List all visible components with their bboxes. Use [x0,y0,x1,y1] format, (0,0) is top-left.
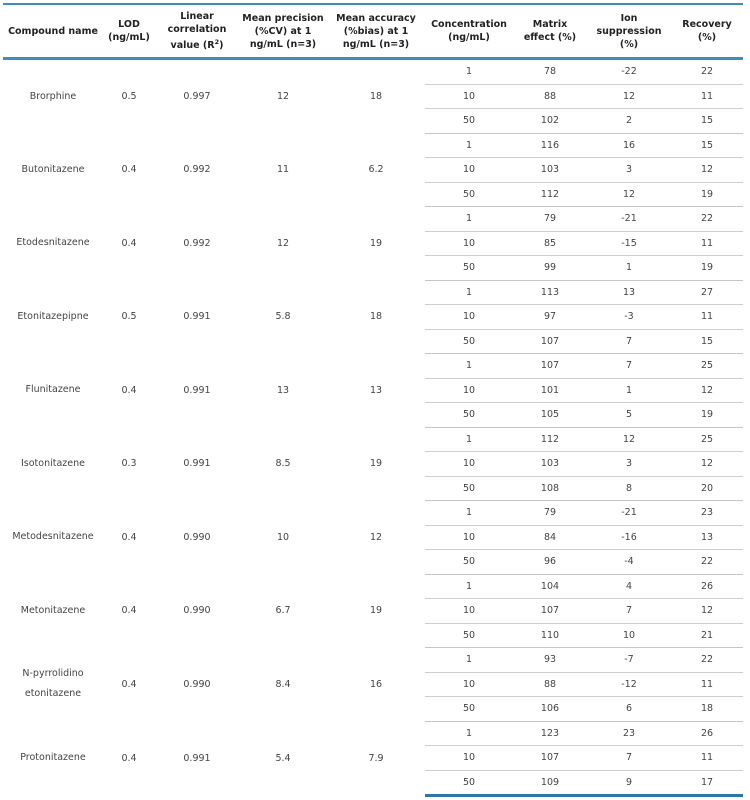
concentration-cell: 10 [425,305,513,330]
accuracy-cell: 16 [369,678,383,690]
concentration-cell: 10 [425,672,513,697]
r2-cell: 0.990 [183,531,211,543]
matrix-effect-cell: 93 [513,648,587,673]
concentration-cell: 50 [425,182,513,207]
lod-cell: 0.4 [121,678,137,690]
lod-cell: 0.4 [121,531,137,543]
r2-cell: 0.990 [183,605,211,617]
matrix-effect-cell: 101 [513,378,587,403]
compound-name-cell: Protonitazene [20,752,86,764]
concentration-cell: 50 [425,329,513,354]
accuracy-cell: 18 [369,91,383,102]
matrix-effect-cell: 116 [513,133,587,158]
header-precision-line2: (%CV) at 1 [254,25,312,37]
accuracy-cell: 13 [369,384,383,396]
validation-results-table [3,3,743,797]
recovery-cell: 13 [671,525,743,550]
matrix-effect-cell: 107 [513,746,587,771]
recovery-cell: 26 [671,574,743,599]
concentration-cell: 10 [425,158,513,183]
table-row [3,354,743,379]
header-precision-line3: ng/mL (n=3) [249,38,317,50]
recovery-cell: 20 [671,476,743,501]
matrix-effect-cell: 96 [513,550,587,575]
precision-cell: 13 [276,384,290,396]
ion-suppression-cell: 16 [587,133,671,158]
compound-name-cell: Brorphine [29,90,77,102]
header-precision-line1: Mean precision [242,12,324,24]
compound-name-cell: Isotonitazene [20,457,85,469]
table-row [3,133,743,158]
concentration-cell: 1 [425,59,513,85]
header-lod [103,4,155,59]
ion-suppression-cell: -7 [587,648,671,673]
header-matrix-effect [513,4,587,59]
lod-cell: 0.4 [121,605,137,617]
matrix-effect-cell: 99 [513,256,587,281]
header-recovery-line1: Recovery [682,19,732,30]
lod-cell: 0.5 [121,91,137,102]
header-recovery [671,4,743,59]
precision-cell: 8.4 [275,678,291,690]
recovery-cell: 22 [671,207,743,232]
r2-cell: 0.991 [183,384,211,396]
concentration-cell: 10 [425,378,513,403]
header-row [3,4,743,59]
recovery-cell: 23 [671,501,743,526]
accuracy-cell: 7.9 [368,752,384,764]
recovery-cell: 11 [671,305,743,330]
accuracy-cell: 18 [369,311,383,323]
r2-cell: 0.992 [183,237,211,249]
concentration-cell: 50 [425,550,513,575]
header-linear-close: ) [219,40,224,52]
matrix-effect-cell: 112 [513,427,587,452]
concentration-cell: 50 [425,623,513,648]
ion-suppression-cell: 8 [587,476,671,501]
accuracy-cell: 12 [369,531,383,543]
table-row [3,648,743,673]
ion-suppression-cell: -3 [587,305,671,330]
concentration-cell: 10 [425,84,513,109]
matrix-effect-cell: 102 [513,109,587,134]
r2-cell: 0.997 [183,91,211,102]
ion-suppression-cell: 6 [587,697,671,722]
matrix-effect-cell: 110 [513,623,587,648]
lod-cell: 0.4 [121,384,137,396]
lod-cell: 0.3 [121,458,137,470]
lod-cell: 0.5 [121,311,137,323]
recovery-cell: 17 [671,770,743,796]
concentration-cell: 1 [425,354,513,379]
lod-cell: 0.4 [121,164,137,176]
matrix-effect-cell: 113 [513,280,587,305]
header-lod-line1: LOD [118,19,140,30]
concentration-cell: 50 [425,403,513,428]
ion-suppression-cell: 7 [587,599,671,624]
table-row [3,427,743,452]
matrix-effect-cell: 78 [513,59,587,85]
r2-cell: 0.991 [183,458,211,470]
ion-suppression-cell: 9 [587,770,671,796]
matrix-effect-cell: 103 [513,452,587,477]
concentration-cell: 50 [425,770,513,796]
matrix-effect-cell: 109 [513,770,587,796]
header-linear-line1: Linear [180,10,214,22]
recovery-cell: 12 [671,378,743,403]
table-header [3,4,743,59]
matrix-effect-cell: 103 [513,158,587,183]
concentration-cell: 1 [425,207,513,232]
concentration-cell: 10 [425,746,513,771]
ion-suppression-cell: -21 [587,207,671,232]
table-row [3,574,743,599]
r2-cell: 0.991 [183,752,211,764]
header-accuracy-line3: ng/mL (n=3) [342,38,410,50]
header-recovery-line2: (%) [697,32,717,43]
compound-name-cell [3,648,103,722]
recovery-cell: 27 [671,280,743,305]
ion-suppression-cell: 5 [587,403,671,428]
ion-suppression-cell: 1 [587,256,671,281]
header-accuracy-line2: (%bias) at 1 [343,25,409,37]
recovery-cell: 15 [671,329,743,354]
recovery-cell: 19 [671,182,743,207]
matrix-effect-cell: 123 [513,721,587,746]
header-compound-name [3,4,103,59]
matrix-effect-cell: 85 [513,231,587,256]
ion-suppression-cell: 7 [587,746,671,771]
matrix-effect-cell: 105 [513,403,587,428]
recovery-cell: 11 [671,231,743,256]
lod-cell: 0.4 [121,237,137,249]
precision-cell: 5.4 [275,752,291,764]
recovery-cell: 19 [671,403,743,428]
concentration-cell: 1 [425,133,513,158]
precision-cell: 11 [276,164,290,176]
table-row [3,501,743,526]
ion-suppression-cell: 13 [587,280,671,305]
recovery-cell: 12 [671,599,743,624]
recovery-cell: 22 [671,648,743,673]
precision-cell: 6.7 [275,605,291,617]
ion-suppression-cell: -15 [587,231,671,256]
recovery-cell: 25 [671,354,743,379]
ion-suppression-cell: -21 [587,501,671,526]
matrix-effect-cell: 107 [513,599,587,624]
compound-name-cell: Metonitazene [20,604,86,616]
concentration-cell: 50 [425,476,513,501]
precision-cell: 8.5 [275,458,291,470]
concentration-cell: 10 [425,231,513,256]
matrix-effect-cell: 88 [513,84,587,109]
matrix-effect-cell: 104 [513,574,587,599]
header-concentration-line2: (ng/mL) [448,32,490,43]
recovery-cell: 22 [671,550,743,575]
header-ion-line1: Ion suppression [596,12,662,37]
header-mean-precision [239,4,327,59]
header-concentration [425,4,513,59]
header-concentration-line1: Concentration [431,19,507,30]
recovery-cell: 25 [671,427,743,452]
precision-cell: 12 [276,91,290,102]
matrix-effect-cell: 84 [513,525,587,550]
ion-suppression-cell: -4 [587,550,671,575]
table-body [3,59,743,796]
table-row [3,207,743,232]
ion-suppression-cell: 4 [587,574,671,599]
recovery-cell: 11 [671,672,743,697]
header-linear-correlation [155,4,239,59]
compound-name-line1: N-pyrrolidino [22,668,84,680]
ion-suppression-cell: 1 [587,378,671,403]
concentration-cell: 1 [425,427,513,452]
header-matrix-line1: Matrix [532,19,568,30]
matrix-effect-cell: 79 [513,501,587,526]
compound-name-cell: Flunitazene [25,384,81,396]
r2-cell: 0.990 [183,678,211,690]
matrix-effect-cell: 97 [513,305,587,330]
r2-cell: 0.991 [183,311,211,323]
ion-suppression-cell: 12 [587,427,671,452]
ion-suppression-cell: 3 [587,452,671,477]
ion-suppression-cell: 7 [587,354,671,379]
matrix-effect-cell: 107 [513,329,587,354]
recovery-cell: 11 [671,84,743,109]
accuracy-cell: 19 [369,237,383,249]
recovery-cell: 11 [671,746,743,771]
header-lod-line2: (ng/mL) [108,32,150,43]
table-row [3,280,743,305]
recovery-cell: 19 [671,256,743,281]
ion-suppression-cell: 12 [587,182,671,207]
header-linear-line2: correlation [167,23,227,35]
header-accuracy-line1: Mean accuracy [336,12,416,24]
ion-suppression-cell: -16 [587,525,671,550]
concentration-cell: 1 [425,280,513,305]
ion-suppression-cell: -22 [587,59,671,85]
precision-cell: 12 [276,237,290,249]
concentration-cell: 1 [425,721,513,746]
matrix-effect-cell: 106 [513,697,587,722]
header-ion-line2: (%) [619,38,639,50]
accuracy-cell: 6.2 [368,164,384,176]
concentration-cell: 50 [425,256,513,281]
recovery-cell: 15 [671,109,743,134]
matrix-effect-cell: 79 [513,207,587,232]
concentration-cell: 50 [425,109,513,134]
compound-name-cell: Metodesnitazene [12,531,94,543]
recovery-cell: 21 [671,623,743,648]
table-row [3,59,743,85]
concentration-cell: 50 [425,697,513,722]
precision-cell: 5.8 [275,311,291,323]
header-matrix-line2: effect (%) [523,32,577,43]
recovery-cell: 22 [671,59,743,85]
ion-suppression-cell: 10 [587,623,671,648]
compound-name-cell: Butonitazene [21,163,85,175]
recovery-cell: 26 [671,721,743,746]
concentration-cell: 1 [425,501,513,526]
ion-suppression-cell: -12 [587,672,671,697]
concentration-cell: 10 [425,525,513,550]
header-linear-superscript: 2 [214,37,220,46]
ion-suppression-cell: 3 [587,158,671,183]
accuracy-cell: 19 [369,458,383,470]
recovery-cell: 18 [671,697,743,722]
concentration-cell: 1 [425,574,513,599]
header-ion-suppression [587,4,671,59]
matrix-effect-cell: 108 [513,476,587,501]
accuracy-cell: 19 [369,605,383,617]
compound-name-cell: Etonitazepipne [17,310,89,322]
matrix-effect-cell: 107 [513,354,587,379]
matrix-effect-cell: 112 [513,182,587,207]
recovery-cell: 12 [671,452,743,477]
compound-name-cell: Etodesnitazene [16,237,90,249]
header-mean-accuracy [327,4,425,59]
ion-suppression-cell: 23 [587,721,671,746]
ion-suppression-cell: 12 [587,84,671,109]
header-compound-label: Compound name [8,25,98,37]
recovery-cell: 12 [671,158,743,183]
table-row [3,721,743,746]
r2-cell: 0.992 [183,164,211,176]
compound-name-line2: etonitazene [24,688,82,700]
lod-cell: 0.4 [121,752,137,764]
ion-suppression-cell: 7 [587,329,671,354]
concentration-cell: 1 [425,648,513,673]
precision-cell: 10 [276,531,290,543]
matrix-effect-cell: 88 [513,672,587,697]
concentration-cell: 10 [425,599,513,624]
results-table-container [3,3,743,797]
concentration-cell: 10 [425,452,513,477]
ion-suppression-cell: 2 [587,109,671,134]
header-linear-line3: value (R [170,40,215,52]
recovery-cell: 15 [671,133,743,158]
